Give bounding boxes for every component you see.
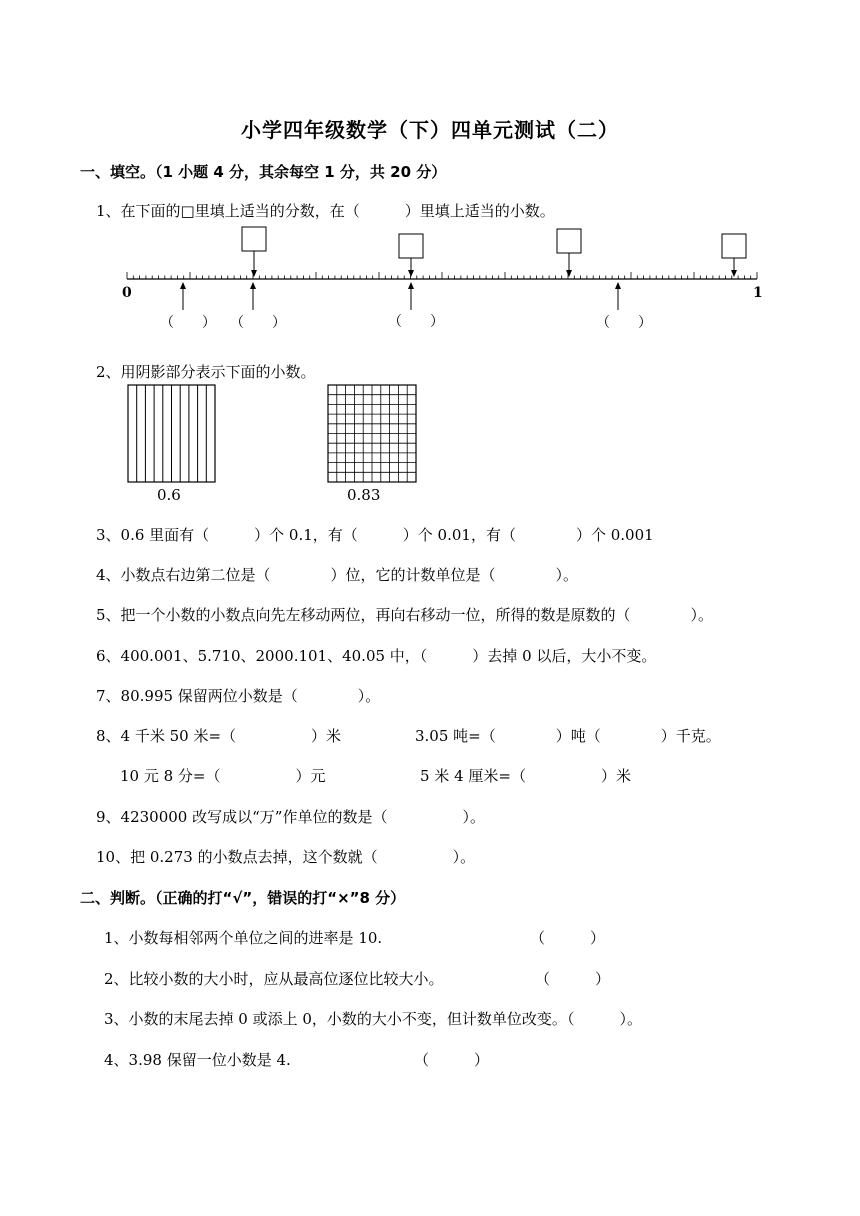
question-10-text: 10、把 0.273 的小数点去掉，这个数就（ ）。 (96, 848, 476, 866)
answer-paren-4[interactable]: （ ） (596, 315, 652, 331)
judge-item-2-text: 2、比较小数的大小时，应从最高位逐位比较大小。 (104, 970, 444, 988)
answer-paren-2[interactable]: （ ） (230, 315, 286, 331)
arrow-head-icon (566, 270, 572, 277)
judge-item-2-paren[interactable]: （ ） (535, 970, 611, 988)
arrow-head-icon (251, 270, 257, 277)
question-8-line2a: 10 元 8 分=（ ）元 (120, 767, 326, 785)
number-line-zero-label: 0 (122, 285, 132, 301)
arrow-head-icon (250, 282, 256, 289)
question-8-line1b: 3.05 吨=（ ）吨（ ）千克。 (415, 727, 721, 745)
question-8-line2b: 5 米 4 厘米=（ ）米 (420, 767, 631, 785)
question-2-text: 2、用阴影部分表示下面的小数。 (96, 363, 316, 381)
question-5-text: 5、把一个小数的小数点向先左移动两位，再向右移动一位，所得的数是原数的（ ）。 (96, 606, 714, 624)
answer-box (399, 234, 423, 258)
grid-b-label: 0.83 (347, 486, 381, 504)
question-7-text: 7、80.995 保留两位小数是（ ）。 (96, 687, 381, 705)
number-line (127, 227, 757, 310)
judge-item-1-paren[interactable]: （ ） (530, 929, 606, 947)
answer-box (722, 234, 746, 258)
question-8-line1a: 8、4 千米 50 米=（ ）米 (96, 727, 342, 745)
question-4-text: 4、小数点右边第二位是（ ）位，它的计数单位是（ ）。 (96, 566, 579, 584)
shading-grids (128, 385, 416, 482)
arrow-head-icon (408, 270, 414, 277)
question-3-text: 3、0.6 里面有（ ）个 0.1，有（ ）个 0.01，有（ ）个 0.001 (96, 526, 654, 544)
question-9-text: 9、4230000 改写成以“万”作单位的数是（ ）。 (96, 808, 485, 826)
answer-box (242, 227, 266, 251)
page-title: 小学四年级数学（下）四单元测试（二） (241, 118, 619, 142)
arrow-head-icon (180, 282, 186, 289)
arrow-head-icon (615, 282, 621, 289)
question-1-text: 1、在下面的□里填上适当的分数，在（ ）里填上适当的小数。 (96, 202, 555, 220)
judge-item-3-text: 3、小数的末尾去掉 0 或添上 0，小数的大小不变，但计数单位改变。（ ）。 (104, 1010, 642, 1028)
answer-paren-1[interactable]: （ ） (160, 315, 216, 331)
question-6-text: 6、400.001、5.710、2000.101、40.05 中，（ ）去掉 0 以后，大小不变。 (96, 647, 657, 665)
answer-paren-3[interactable]: （ ） (388, 314, 444, 330)
judge-item-4-paren[interactable]: （ ） (414, 1051, 490, 1069)
grid-a-label: 0.6 (157, 486, 181, 504)
number-line-one-label: 1 (753, 285, 763, 301)
section-1-heading: 一、填空。（1 小题 4 分，其余每空 1 分，共 20 分） (80, 163, 447, 181)
section-2-heading: 二、判断。（正确的打“√”，错误的打“×”8 分） (80, 889, 406, 907)
arrow-head-icon (408, 282, 414, 289)
judge-item-1-text: 1、小数每相邻两个单位之间的进率是 10. (104, 929, 383, 947)
answer-box (557, 229, 581, 253)
judge-item-4-text: 4、3.98 保留一位小数是 4. (104, 1051, 291, 1069)
